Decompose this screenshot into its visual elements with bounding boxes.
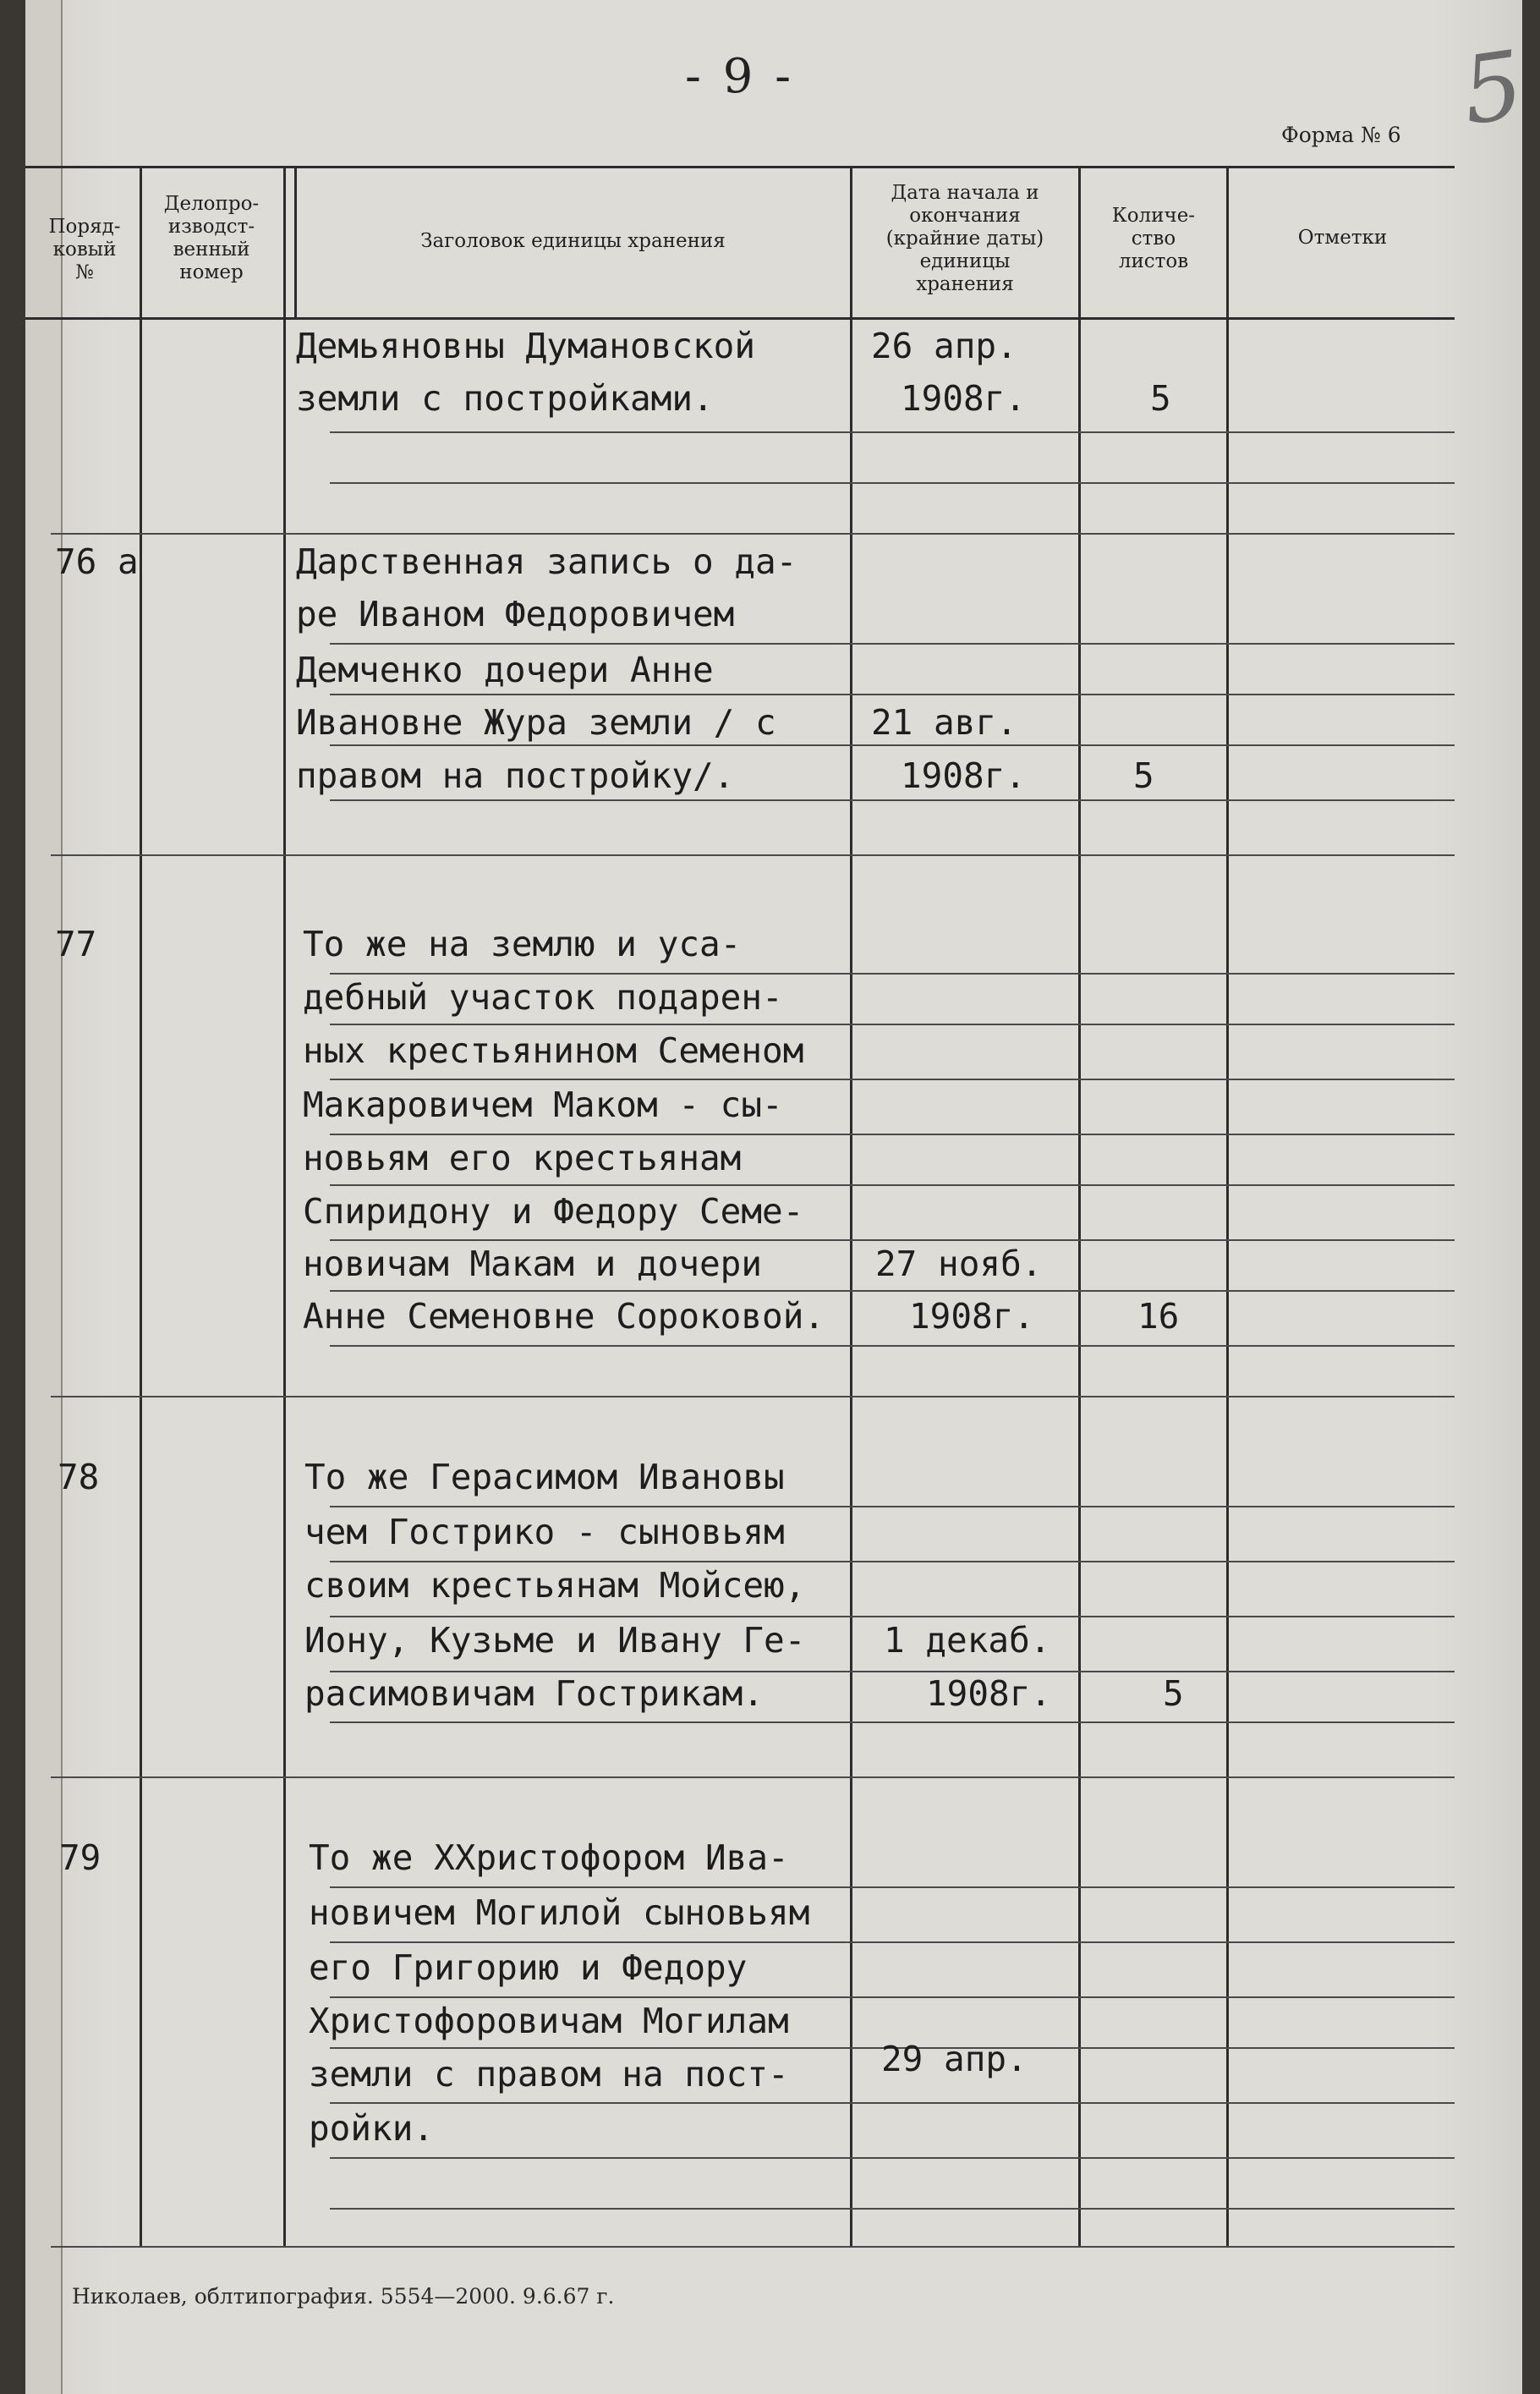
- entry-title-line: Дарственная запись о да-: [296, 541, 797, 582]
- archive-inventory-page: [25, 0, 1530, 2394]
- entry-title-line: То же Герасимом Ивановы: [304, 1457, 785, 1497]
- ruled-line: [330, 1561, 1455, 1562]
- ruled-line: [51, 1776, 1455, 1778]
- entry-title-line: дебный участок подарен-: [303, 977, 783, 1018]
- entry-number: 79: [59, 1837, 101, 1878]
- table-bottom-line: [51, 2246, 1455, 2248]
- entry-title-line: новьям его крестьянам: [303, 1138, 742, 1178]
- column-divider-4: [1078, 166, 1081, 2247]
- printer-imprint: Николаев, облтипография. 5554—2000. 9.6.67 г.: [72, 2284, 615, 2309]
- ruled-line: [330, 1996, 1455, 1998]
- header-remarks: Отметки: [1297, 227, 1388, 249]
- ruled-line: [330, 1721, 1455, 1723]
- entry-number: 78: [58, 1457, 100, 1497]
- ruled-line: [330, 482, 1455, 484]
- entry-title-line: чем Гострико - сыновьям: [304, 1512, 785, 1552]
- ruled-line: [51, 533, 1455, 535]
- entry-title-line: правом на постройку/.: [296, 755, 735, 796]
- ruled-line: [330, 1671, 1455, 1672]
- entry-sheet-count: 5: [1163, 1673, 1184, 1714]
- entry-sheet-count: 5: [1150, 378, 1171, 419]
- header-serial-number: Поряд- ковый №: [48, 216, 121, 283]
- entry-title-line: его Григорию и Федору: [309, 1947, 748, 1988]
- entry-title-line: То же ХХристофором Ива-: [309, 1837, 789, 1878]
- ruled-line: [330, 1079, 1455, 1080]
- entry-number: 76 а: [55, 541, 139, 582]
- entry-title-line: Демченко дочери Анне: [296, 650, 714, 690]
- ruled-line: [330, 1886, 1455, 1888]
- ruled-line: [330, 1941, 1455, 1943]
- column-divider-5: [1226, 166, 1229, 2247]
- handwritten-sheet-number: 5: [1455, 30, 1530, 146]
- ruled-line: [330, 2102, 1455, 2104]
- entry-title-line: ных крестьянином Семеном: [303, 1030, 804, 1071]
- header-unit-title: Заголовок единицы хранения: [420, 230, 726, 252]
- ruled-line: [330, 1239, 1455, 1241]
- ruled-line: [330, 1024, 1455, 1025]
- ruled-line: [330, 643, 1455, 645]
- ruled-line: [330, 1290, 1455, 1292]
- ruled-line: [330, 2208, 1455, 2210]
- column-divider-3: [850, 166, 852, 2247]
- ruled-line: [330, 799, 1455, 801]
- previous-page-edge: [25, 0, 63, 2394]
- form-label: Форма № 6: [1281, 123, 1401, 147]
- ruled-line: [330, 1184, 1455, 1186]
- entry-title-line: Демьяновны Думановской: [296, 326, 756, 366]
- column-divider-2: [283, 166, 286, 2247]
- header-dates: Дата начала и окончания (крайние даты) единицы хранения: [885, 182, 1044, 295]
- header-sheet-count: Количе- ство листов: [1111, 205, 1196, 272]
- entry-title-line: земли с правом на пост-: [309, 2054, 789, 2095]
- entry-title-line: своим крестьянам Мойсею,: [304, 1565, 806, 1606]
- ruled-line: [330, 1506, 1455, 1507]
- entry-date-start: 21 авг.: [871, 702, 1017, 743]
- ruled-line: [330, 694, 1455, 695]
- entry-title-line: расимовичам Гострикам.: [304, 1673, 765, 1714]
- ruled-line: [330, 2157, 1455, 2159]
- ruled-line: [330, 1134, 1455, 1135]
- entry-title-line: ройки.: [309, 2108, 435, 2149]
- entry-title-line: новичем Могилой сыновьям: [309, 1892, 810, 1933]
- entry-title-line: То же на землю и уса-: [303, 924, 742, 964]
- entry-title-line: земли с постройками.: [296, 378, 714, 419]
- entry-date-year: 1908г.: [926, 1673, 1052, 1714]
- entry-date-start: 27 нояб.: [875, 1244, 1043, 1284]
- ruled-line: [330, 431, 1455, 433]
- entry-title-line: Макаровичем Маком - сы-: [303, 1084, 783, 1125]
- entry-number: 77: [55, 924, 97, 964]
- entry-date-start: 1 декаб.: [884, 1620, 1051, 1661]
- entry-title-line: Иону, Кузьме и Ивану Ге-: [304, 1620, 806, 1661]
- ruled-line: [330, 1345, 1455, 1347]
- entry-date-start: 29 апр.: [881, 2039, 1028, 2079]
- ruled-line: [51, 1396, 1455, 1397]
- entry-title-line: Спиридону и Федору Семе-: [303, 1191, 804, 1232]
- entry-sheet-count: 5: [1133, 755, 1154, 796]
- ruled-line: [51, 854, 1455, 856]
- page-number: - 9 -: [685, 49, 795, 104]
- entry-title-line: Ивановне Жура земли / с: [296, 702, 776, 743]
- entry-sheet-count: 16: [1137, 1296, 1180, 1337]
- entry-date-year: 1908г.: [901, 755, 1027, 796]
- entry-date-year: 1908г.: [901, 378, 1027, 419]
- ruled-line: [330, 973, 1455, 975]
- entry-date-start: 26 апр.: [871, 326, 1017, 366]
- column-divider-2b: [294, 166, 297, 318]
- entry-title-line: Христофоровичам Могилам: [309, 2001, 789, 2041]
- entry-date-year: 1908г.: [909, 1296, 1035, 1337]
- table-top-border: [25, 166, 1455, 168]
- column-divider-1: [140, 166, 142, 2247]
- header-office-number: Делопро- изводст- венный номер: [163, 193, 260, 283]
- ruled-line: [330, 744, 1455, 746]
- header-bottom-border: [25, 317, 1455, 320]
- entry-title-line: ре Иваном Федоровичем: [296, 594, 735, 634]
- entry-title-line: новичам Макам и дочери: [303, 1244, 763, 1284]
- ruled-line: [330, 1616, 1455, 1617]
- entry-title-line: Анне Семеновне Сороковой.: [303, 1296, 825, 1337]
